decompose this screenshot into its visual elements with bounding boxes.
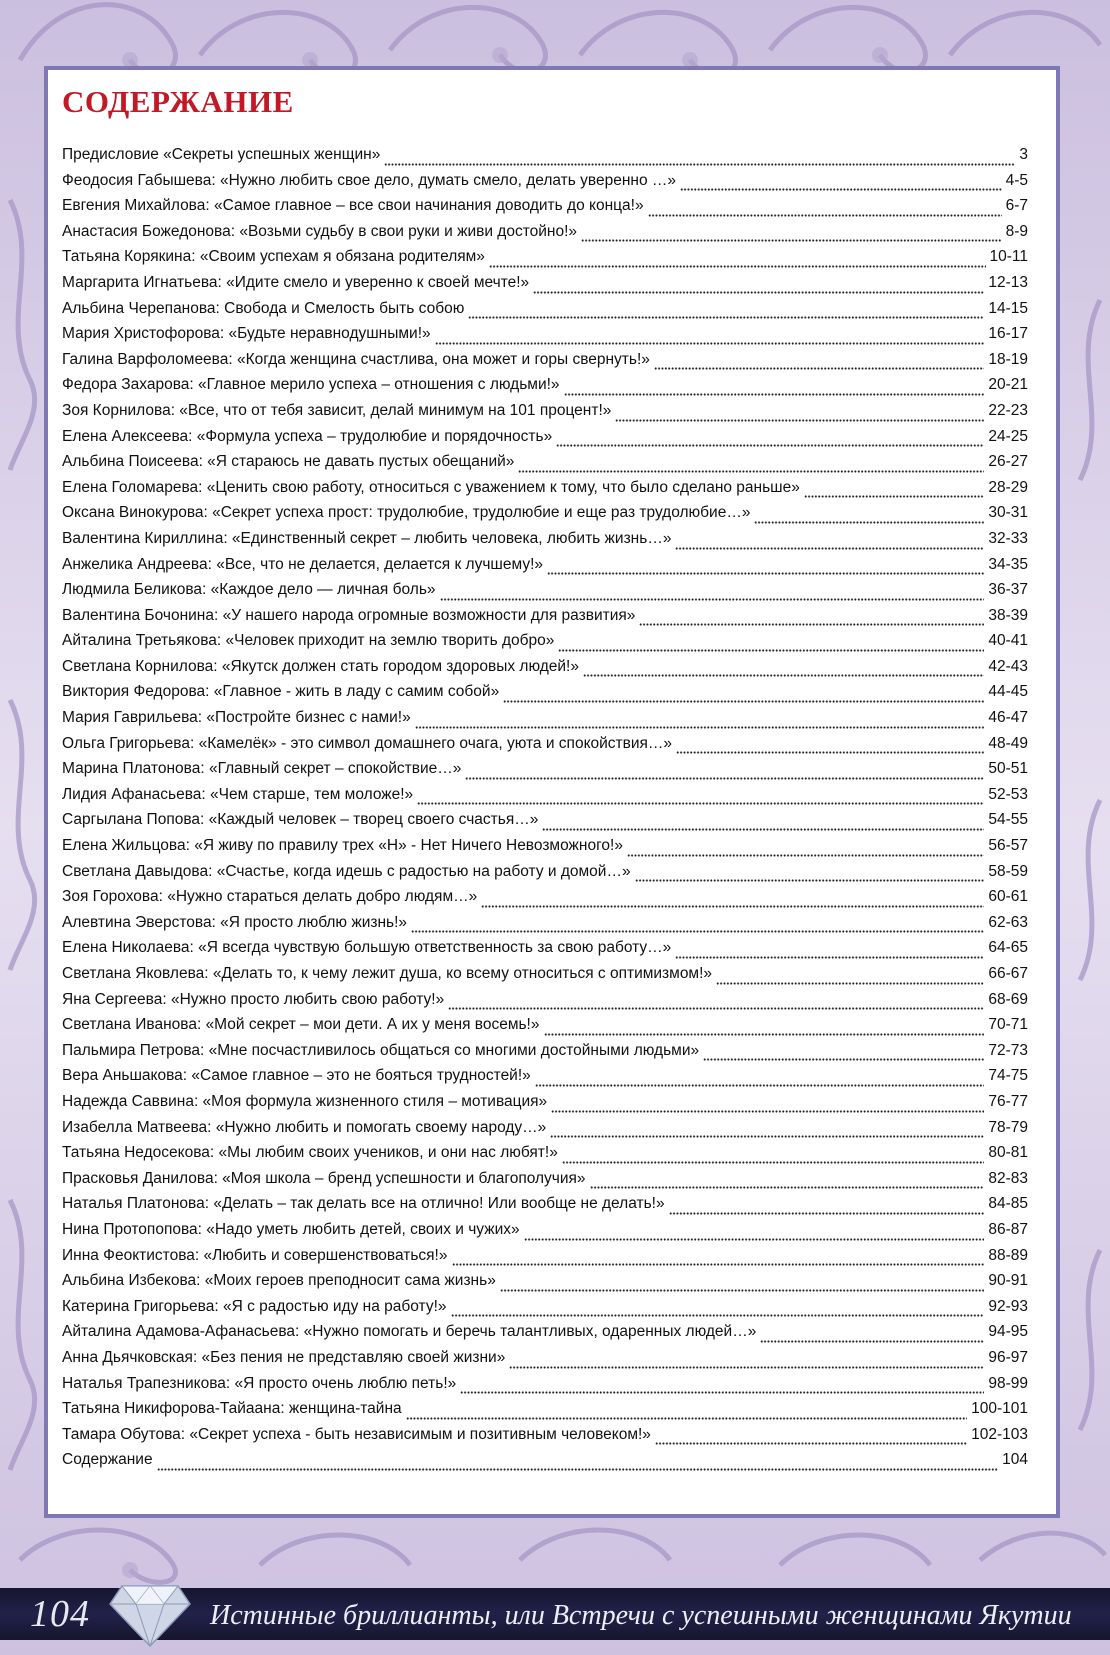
toc-entry: [62, 428, 1028, 454]
toc-entry: [62, 965, 1028, 991]
toc-entry-pages: 12-13: [988, 273, 1028, 291]
toc-entry: [62, 786, 1028, 812]
toc-dot-leader: [675, 536, 984, 550]
toc-dot-leader: [542, 817, 984, 831]
table-of-contents: [62, 146, 1028, 1477]
toc-entry-title: Светлана Иванова: «Мой секрет – мои дети. А их у меня восемь!»: [62, 1016, 540, 1034]
toc-entry: [62, 837, 1028, 863]
toc-entry-title: Татьяна Недосекова: «Мы любим своих учеников, и они нас любят!»: [62, 1144, 558, 1162]
footer-page-number: 104: [30, 1593, 90, 1635]
toc-entry-title: Елена Николаева: «Я всегда чувствую большую ответственность за свою работу…»: [62, 939, 672, 957]
toc-entry-title: Галина Варфоломеева: «Когда женщина счастлива, она может и горы свернуть!»: [62, 350, 650, 368]
toc-dot-leader: [411, 919, 984, 933]
toc-entry: [62, 888, 1028, 914]
toc-dot-leader: [157, 1457, 999, 1471]
toc-entry: [62, 914, 1028, 940]
toc-entry-pages: 98-99: [988, 1374, 1028, 1392]
toc-entry-pages: 32-33: [988, 529, 1028, 547]
toc-entry: [62, 1400, 1028, 1426]
toc-entry: [62, 658, 1028, 684]
toc-dot-leader: [627, 843, 984, 857]
toc-entry-pages: 14-15: [988, 299, 1028, 317]
toc-dot-leader: [503, 689, 984, 703]
toc-entry-pages: 72-73: [988, 1041, 1028, 1059]
toc-entry-pages: 82-83: [988, 1169, 1028, 1187]
toc-entry-pages: 100-101: [971, 1400, 1028, 1418]
toc-entry-title: Альбина Поисеева: «Я стараюсь не давать пустых обещаний»: [62, 453, 515, 471]
diamond-icon: [108, 1582, 192, 1648]
toc-entry-pages: 58-59: [988, 862, 1028, 880]
toc-entry-title: Ольга Григорьева: «Камелёк» - это символ домашнего очага, уюта и спокойствия…»: [62, 734, 673, 752]
toc-dot-leader: [415, 715, 985, 729]
toc-entry-pages: 48-49: [988, 734, 1028, 752]
toc-dot-leader: [635, 868, 985, 882]
toc-dot-leader: [435, 331, 985, 345]
contents-panel: [44, 66, 1060, 1518]
toc-entry: [62, 1042, 1028, 1068]
toc-entry-title: Айталина Третьякова: «Человек приходит на землю творить добро»: [62, 632, 555, 650]
toc-entry-pages: 80-81: [988, 1144, 1028, 1162]
toc-entry-pages: 54-55: [988, 811, 1028, 829]
toc-entry-title: Лидия Афанасьева: «Чем старше, тем моложе!»: [62, 785, 414, 803]
toc-entry: [62, 632, 1028, 658]
toc-entry-pages: 16-17: [988, 325, 1028, 343]
toc-entry: [62, 197, 1028, 223]
toc-entry-title: Евгения Михайлова: «Самое главное – все свои начинания доводить до конца!»: [62, 197, 644, 215]
toc-entry-pages: 96-97: [988, 1348, 1028, 1366]
toc-entry-pages: 104: [1002, 1451, 1028, 1469]
toc-entry-title: Катерина Григорьева: «Я с радостью иду на работу!»: [62, 1297, 447, 1315]
toc-entry: [62, 504, 1028, 530]
toc-entry: [62, 760, 1028, 786]
toc-entry-title: Инна Феоктистова: «Любить и совершенствоваться!»: [62, 1246, 448, 1264]
toc-entry-pages: 38-39: [988, 606, 1028, 624]
toc-dot-leader: [716, 971, 984, 985]
toc-entry-title: Валентина Бочонина: «У нашего народа огромные возможности для развития»: [62, 606, 636, 624]
toc-dot-leader: [639, 612, 984, 626]
toc-entry: [62, 1247, 1028, 1273]
toc-dot-leader: [556, 433, 984, 447]
toc-dot-leader: [481, 894, 984, 908]
toc-dot-leader: [535, 1073, 985, 1087]
toc-dot-leader: [452, 1252, 985, 1266]
toc-dot-leader: [648, 203, 1002, 217]
toc-entry: [62, 709, 1028, 735]
toc-entry: [62, 556, 1028, 582]
toc-entry: [62, 351, 1028, 377]
toc-dot-leader: [489, 254, 986, 268]
toc-entry: [62, 453, 1028, 479]
toc-entry-pages: 64-65: [988, 939, 1028, 957]
toc-entry-pages: 22-23: [988, 401, 1028, 419]
toc-entry-pages: 60-61: [988, 888, 1028, 906]
toc-entry: [62, 223, 1028, 249]
toc-entry-pages: 20-21: [988, 376, 1028, 394]
toc-dot-leader: [460, 1380, 984, 1394]
toc-dot-leader: [509, 1355, 984, 1369]
toc-entry-pages: 92-93: [988, 1297, 1028, 1315]
toc-entry-pages: 56-57: [988, 837, 1028, 855]
toc-entry: [62, 1195, 1028, 1221]
toc-dot-leader: [533, 280, 984, 294]
toc-entry-title: Зоя Горохова: «Нужно стараться делать добро людям…»: [62, 888, 478, 906]
toc-entry-title: Содержание: [62, 1451, 153, 1469]
toc-entry-title: Анна Дьячковская: «Без пения не представляю своей жизни»: [62, 1348, 506, 1366]
toc-entry-title: Татьяна Никифорова-Тайаана: женщина-тайна: [62, 1400, 402, 1418]
toc-entry-title: Алевтина Эверстова: «Я просто люблю жизнь!»: [62, 913, 408, 931]
page-title: СОДЕРЖАНИЕ: [62, 84, 294, 119]
toc-dot-leader: [760, 1329, 984, 1343]
toc-entry-title: Мария Христофорова: «Будьте неравнодушными!»: [62, 325, 431, 343]
toc-entry-title: Светлана Яковлева: «Делать то, к чему лежит душа, ко всему относиться с оптимизмом!»: [62, 965, 713, 982]
toc-entry-pages: 52-53: [988, 785, 1028, 803]
toc-entry-pages: 66-67: [988, 965, 1028, 982]
toc-dot-leader: [590, 1175, 985, 1189]
toc-entry-pages: 74-75: [988, 1067, 1028, 1085]
toc-entry-title: Татьяна Корякина: «Своим успехам я обязана родителям»: [62, 248, 485, 266]
toc-entry: [62, 172, 1028, 198]
toc-entry: [62, 683, 1028, 709]
toc-entry-title: Федора Захарова: «Главное мерило успеха – отношения с людьми!»: [62, 376, 560, 394]
toc-entry-title: Вера Аньшакова: «Самое главное – это не бояться трудностей!»: [62, 1067, 531, 1085]
toc-entry: [62, 1119, 1028, 1145]
toc-entry: [62, 1375, 1028, 1401]
toc-dot-leader: [669, 1201, 985, 1215]
toc-entry: [62, 1298, 1028, 1324]
toc-entry-title: Валентина Кириллина: «Единственный секрет – любить человека, любить жизнь…»: [62, 529, 672, 547]
toc-entry-pages: 26-27: [988, 453, 1028, 471]
toc-entry: [62, 581, 1028, 607]
toc-entry-pages: 4-5: [1005, 171, 1028, 189]
toc-entry-title: Айталина Адамова-Афанасьева: «Нужно помогать и беречь талантливых, одаренных людей…»: [62, 1323, 757, 1341]
toc-entry-pages: 40-41: [988, 632, 1028, 650]
toc-entry: [62, 402, 1028, 428]
toc-dot-leader: [406, 1406, 967, 1420]
toc-entry: [62, 1426, 1028, 1452]
toc-entry: [62, 991, 1028, 1017]
toc-dot-leader: [754, 510, 984, 524]
toc-entry-title: Наталья Платонова: «Делать – так делать все на отлично! Или вообще не делать!»: [62, 1195, 665, 1213]
toc-entry-pages: 102-103: [971, 1425, 1028, 1443]
toc-entry-title: Тамара Обутова: «Секрет успеха - быть независимым и позитивным человеком!»: [62, 1425, 651, 1443]
toc-dot-leader: [564, 382, 985, 396]
toc-entry-title: Предисловие «Секреты успешных женщин»: [62, 146, 381, 163]
toc-dot-leader: [550, 1124, 984, 1138]
toc-entry: [62, 1016, 1028, 1042]
toc-dot-leader: [654, 356, 984, 370]
toc-entry-title: Светлана Давыдова: «Счастье, когда идешь с радостью на работу и домой…»: [62, 862, 631, 880]
toc-entry: [62, 248, 1028, 274]
toc-entry-pages: 78-79: [988, 1118, 1028, 1136]
toc-dot-leader: [675, 945, 984, 959]
toc-entry: [62, 300, 1028, 326]
toc-entry-pages: 76-77: [988, 1092, 1028, 1110]
toc-dot-leader: [500, 1278, 985, 1292]
toc-entry-title: Елена Жильцова: «Я живу по правилу трех «Н» - Нет Ничего Невозможного!»: [62, 837, 623, 855]
toc-dot-leader: [468, 305, 984, 319]
toc-entry: [62, 735, 1028, 761]
toc-entry-title: Яна Сергеева: «Нужно просто любить свою работу!»: [62, 990, 445, 1008]
toc-entry: [62, 1170, 1028, 1196]
toc-dot-leader: [465, 766, 984, 780]
toc-entry-pages: 90-91: [988, 1272, 1028, 1290]
toc-entry: [62, 811, 1028, 837]
toc-dot-leader: [655, 1431, 967, 1445]
toc-entry-pages: 84-85: [988, 1195, 1028, 1213]
toc-entry: [62, 530, 1028, 556]
toc-dot-leader: [551, 1099, 984, 1113]
toc-dot-leader: [615, 408, 984, 422]
toc-dot-leader: [384, 152, 1015, 166]
toc-entry-title: Оксана Винокурова: «Секрет успеха прост: трудолюбие, трудолюбие и еще раз трудолюбие…»: [62, 504, 751, 522]
toc-entry-pages: 42-43: [988, 657, 1028, 675]
toc-entry: [62, 325, 1028, 351]
toc-dot-leader: [547, 561, 984, 575]
toc-entry-pages: 10-11: [989, 248, 1028, 266]
toc-dot-leader: [558, 638, 984, 652]
toc-entry: [62, 274, 1028, 300]
toc-entry-pages: 18-19: [988, 350, 1028, 368]
toc-entry: [62, 1221, 1028, 1247]
toc-entry: [62, 1349, 1028, 1375]
toc-dot-leader: [417, 791, 984, 805]
toc-dot-leader: [676, 740, 984, 754]
toc-entry-title: Анастасия Божедонова: «Возьми судьбу в свои руки и живи достойно!»: [62, 222, 578, 240]
toc-dot-leader: [680, 177, 1002, 191]
toc-entry-title: Виктория Федорова: «Главное - жить в ладу с самим собой»: [62, 683, 500, 701]
toc-entry-pages: 44-45: [988, 683, 1028, 701]
toc-entry-title: Нина Протопопова: «Надо уметь любить детей, своих и чужих»: [62, 1220, 520, 1238]
toc-entry-pages: 50-51: [988, 760, 1028, 778]
toc-entry-pages: 70-71: [988, 1016, 1028, 1034]
toc-entry: [62, 1451, 1028, 1477]
toc-entry-pages: 86-87: [988, 1220, 1028, 1238]
toc-entry-title: Альбина Избекова: «Моих героев преподносит сама жизнь»: [62, 1272, 496, 1290]
toc-dot-leader: [440, 587, 985, 601]
toc-entry: [62, 1093, 1028, 1119]
toc-entry-title: Пальмира Петрова: «Мне посчастливилось общаться со многими достойными людьми»: [62, 1041, 700, 1059]
toc-entry-title: Феодосия Габышева: «Нужно любить свое дело, думать смело, делать уверенно …»: [62, 171, 676, 189]
toc-dot-leader: [544, 1022, 985, 1036]
toc-entry-pages: 6-7: [1005, 197, 1028, 215]
toc-entry-title: Людмила Беликова: «Каждое дело — личная боль»: [62, 581, 436, 599]
toc-entry-pages: 3: [1019, 146, 1028, 163]
toc-entry: [62, 863, 1028, 889]
toc-entry-pages: 24-25: [988, 427, 1028, 445]
toc-entry-title: Зоя Корнилова: «Все, что от тебя зависит, делай минимум на 101 процент!»: [62, 401, 612, 419]
toc-dot-leader: [448, 996, 984, 1010]
toc-entry-title: Наталья Трапезникова: «Я просто очень люблю петь!»: [62, 1374, 457, 1392]
toc-entry-title: Анжелика Андреева: «Все, что не делается, делается к лучшему!»: [62, 555, 543, 573]
toc-entry: [62, 939, 1028, 965]
toc-entry: [62, 1144, 1028, 1170]
toc-entry-title: Марина Платонова: «Главный секрет – спокойствие…»: [62, 760, 462, 778]
toc-entry-title: Елена Голомарева: «Ценить свою работу, относиться с уважением к тому, что было сделано раньше»: [62, 478, 800, 496]
toc-entry-pages: 46-47: [988, 709, 1028, 727]
toc-dot-leader: [524, 1227, 985, 1241]
toc-entry: [62, 1067, 1028, 1093]
toc-entry-pages: 88-89: [988, 1246, 1028, 1264]
toc-entry-pages: 62-63: [988, 913, 1028, 931]
toc-dot-leader: [451, 1303, 985, 1317]
toc-entry-title: Альбина Черепанова: Свобода и Смелость быть собою: [62, 299, 465, 317]
toc-entry: [62, 146, 1028, 172]
toc-entry-title: Саргылана Попова: «Каждый человек – творец своего счастья…»: [62, 811, 539, 829]
toc-entry-title: Светлана Корнилова: «Якутск должен стать городом здоровых людей!»: [62, 657, 579, 675]
toc-entry: [62, 607, 1028, 633]
toc-entry-title: Елена Алексеева: «Формула успеха – трудолюбие и порядочность»: [62, 427, 553, 445]
toc-entry-pages: 30-31: [988, 504, 1028, 522]
toc-entry-title: Мария Гаврильева: «Постройте бизнес с нами!»: [62, 709, 411, 727]
toc-entry: [62, 1323, 1028, 1349]
toc-dot-leader: [804, 484, 984, 498]
toc-entry-title: Надежда Саввина: «Моя формула жизненного стиля – мотивация»: [62, 1092, 548, 1110]
toc-entry: [62, 479, 1028, 505]
toc-dot-leader: [562, 1150, 985, 1164]
toc-dot-leader: [583, 663, 984, 677]
toc-dot-leader: [581, 228, 1002, 242]
toc-entry: [62, 376, 1028, 402]
toc-dot-leader: [518, 459, 984, 473]
toc-entry-pages: 28-29: [988, 478, 1028, 496]
toc-entry: [62, 1272, 1028, 1298]
toc-dot-leader: [703, 1047, 984, 1061]
footer-book-title: Истинные бриллианты, или Встречи с успешными женщинами Якутии: [210, 1600, 1072, 1631]
toc-entry-pages: 94-95: [988, 1323, 1028, 1341]
toc-entry-pages: 8-9: [1005, 222, 1028, 240]
toc-entry-title: Маргарита Игнатьева: «Идите смело и уверенно к своей мечте!»: [62, 273, 530, 291]
toc-entry-pages: 36-37: [988, 581, 1028, 599]
toc-entry-pages: 34-35: [988, 555, 1028, 573]
toc-entry-title: Прасковья Данилова: «Моя школа – бренд успешности и благополучия»: [62, 1169, 586, 1187]
toc-entry-title: Изабелла Матвеева: «Нужно любить и помогать своему народу…»: [62, 1118, 547, 1136]
toc-entry-pages: 68-69: [988, 990, 1028, 1008]
